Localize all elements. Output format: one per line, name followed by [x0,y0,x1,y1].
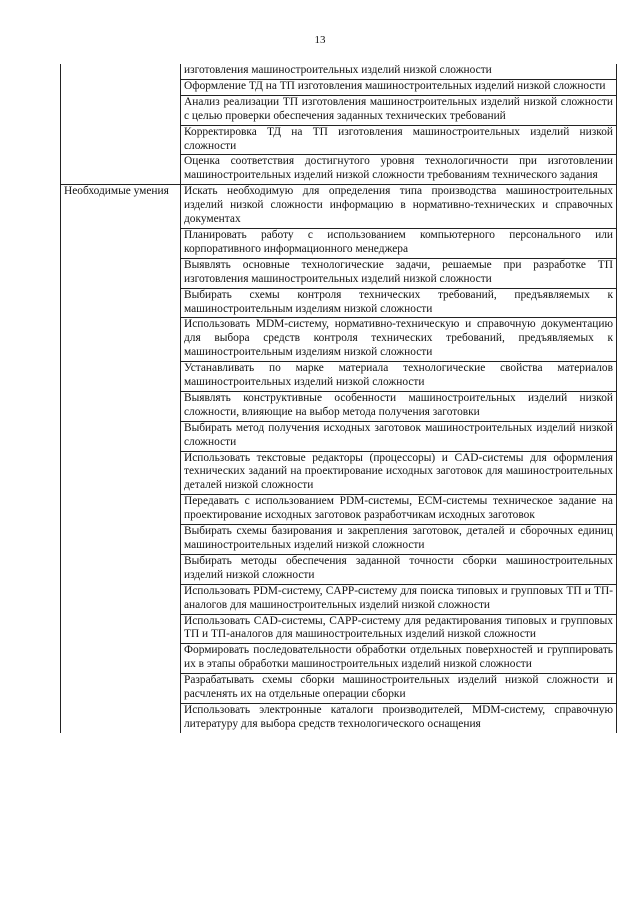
row-text: Искать необходимую для определения типа производства машиностроительных изделий низкой сложности информацию в нормативно-технических и справочных документах [181,185,617,229]
page-number: 13 [314,34,326,46]
row-text: Выбирать схемы контроля технических требований, предъявляемых к машиностроительным изделиям низкой сложности [181,288,617,318]
row-text: Планировать работу с использованием компьютерного персонального или корпоративного информационного менеджера [181,228,617,258]
row-text: Выявлять конструктивные особенности машиностроительных изделий низкой сложности, влияющие на выбор метода получения заготовки [181,391,617,421]
row-text: Использовать электронные каталоги производителей, MDM-систему, справочную литературу для выбора средств технологического оснащения [181,703,617,732]
row-text: изготовления машиностроительных изделий низкой сложности [181,64,617,79]
row-label [61,64,181,185]
row-text: Использовать текстовые редакторы (процессоры) и CAD-системы для оформления технических заданий на проектирование исходных заготовок для машиностроительных деталей низкой сложности [181,451,617,495]
table-row [61,185,617,229]
row-text: Выявлять основные технологические задачи, решаемые при разработке ТП изготовления машиностроительных изделий низкой сложности [181,258,617,288]
row-text: Анализ реализации ТП изготовления машиностроительных изделий низкой сложности с целью проверки обеспечения заданных технических требований [181,95,617,125]
row-text: Оформление ТД на ТП изготовления машиностроительных изделий низкой сложности [181,79,617,95]
row-text: Устанавливать по марке материала технологические свойства материалов машиностроительных изделий низкой сложности [181,362,617,392]
row-text: Выбирать метод получения исходных заготовок машиностроительных изделий низкой сложности [181,421,617,451]
section-label: Необходимые умения [61,185,181,733]
row-text: Использовать MDM-систему, нормативно-техническую и справочную документацию для выбора средств контроля технических требований, предъявляемых к машиностроительным изделиям низкой сложности [181,318,617,362]
row-text: Передавать с использованием PDM-системы, ECM-системы техническое задание на проектирование исходных заготовок разработчикам исходных заготовок [181,495,617,525]
row-text: Использовать PDM-систему, CAPP-систему для поиска типовых и групповых ТП и ТП-аналогов для машиностроительных изделий низкой сложности [181,584,617,614]
row-text: Корректировка ТД на ТП изготовления машиностроительных изделий низкой сложности [181,125,617,155]
row-text: Выбирать методы обеспечения заданной точности сборки машиностроительных изделий низкой сложности [181,554,617,584]
row-text: Выбирать схемы базирования и закрепления заготовок, деталей и сборочных единиц машиностроительных изделий низкой сложности [181,525,617,555]
row-text: Оценка соответствия достигнутого уровня технологичности при изготовлении машиностроительных изделий низкой сложности требованиям технического задания [181,155,617,185]
table-row [61,64,617,79]
row-text: Формировать последовательности обработки отдельных поверхностей и группировать их в этапы обработки машиностроительных изделий низкой сложности [181,644,617,674]
row-text: Разрабатывать схемы сборки машиностроительных изделий низкой сложности и расчленять их на отдельные операции сборки [181,674,617,704]
row-text: Использовать CAD-системы, CAPP-систему для редактирования типовых и групповых ТП и ТП-аналогов для машиностроительных изделий низкой сложности [181,614,617,644]
competency-table [60,64,617,733]
